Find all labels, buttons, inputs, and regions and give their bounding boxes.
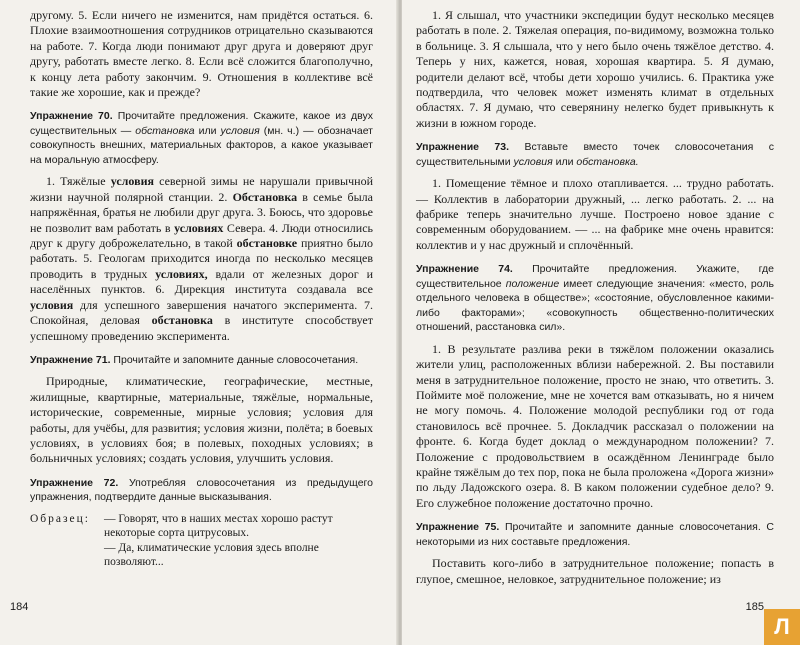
exercise-73-title: Упражнение 73. [416,141,510,154]
left-page [0,0,398,645]
example-line-2: — Да, климатические условия здесь вполне позволяют... [104,541,319,569]
text-run: приятно было работать. 5. Геологам приходится иногда по несколько месяцев проводить в трудных [30,236,374,281]
exercise-72-instruction: Упражнение 72. Употребляя словосочетания из предыдущего упражнения, подтвердите данные высказывания. [30,476,373,504]
keyword: обстановка [151,313,213,328]
exercise-73-text: 1. Помещение тёмное и плохо отапливается. ... трудно работать. — Коллектив в лаборатории дружный, ... легко работать. 2. ... на фабрике теперь значительно лучше. Построено новое здание с современным оборудованием. — ... на фабрике мне очень нравится: коллектив и у нас дружный и сплочённый. [416,176,774,252]
exercise-70-text [30,174,373,343]
keyword: Обстановка [232,189,298,204]
exercise-70-title: Упражнение 70. [30,110,113,123]
example-label: Образец: [30,512,91,525]
keyword: обстановке [236,236,298,251]
text-run: вдали от железных дорог и населённых пунктов. 6. Дирекция института создавала все [30,266,373,297]
right-continuation-paragraph: 1. Я слышал, что участники экспедиции будут несколько месяцев работать в поле. 2. Тяжелая операция, по-видимому, возможна только в больнице. 3. Я слышала, что у него было очень тяжёлое детство. 4. Теперь у них, кажется, новая, хорошая квартира. 5. Я думаю, родители делают всё, чтобы дети хорошо учились. 6. Практика уже подтвердила, что человек может изменять климат в отдельных областях. 7. Я думаю, что северянину нелегко будет привыкнуть к жизни в южном городе. [416,8,774,130]
left-continuation-paragraph: другому. 5. Если ничего не изменится, нам придётся остаться. 6. Плохие взаимоотношения сотрудников отрицательно сказываются на работе. 7. Когда люди понимают друг друга и доверяют друг другу, работать вместе легко. 8. Если всё сложится благополучно, к концу лета работу закончим. 9. Отношения в коллективе всё такие же хорошие, как и прежде? [30,8,373,100]
text-run: 1. Тяжёлые [46,174,111,189]
exercise-74-instruction: Упражнение 74. Прочитайте предложения. Укажите, где существительное положение имеет следующие значения: «место, роль отдельного человека в обществе»; «состояние, обусловленное какими-либо факторами»; «совокупность общественно-политических отношений, расстановка сил». [416,263,774,334]
keyword: условиях, [155,266,208,281]
example-block [30,512,373,570]
text-run: северной зимы не нарушали привычной жизни научной полярной станции. 2. [30,174,373,204]
page-number-left: 184 [10,601,29,613]
exercise-73-instruction: Упражнение 73. Вставьте вместо точек словосочетания с существительными условия или обстановка. [416,141,774,168]
exercise-71-title: Упражнение 71. [30,353,111,366]
right-page [402,0,800,645]
exercise-74-title: Упражнение 74. [416,263,513,276]
keyword: условия [30,297,74,312]
right-page-text [416,8,774,587]
exercise-75-text: Поставить кого-либо в затруднительное положение; попасть в глупое, смешное, неловкое, затруднительное положение; из [416,556,774,586]
left-page-text [30,8,373,570]
example-line-1: — Говорят, что в наших местах хорошо растут некоторые сорта цитрусовых. [104,512,333,540]
exercise-70-instruction: Упражнение 70. Прочитайте предложения. Скажите, какое из двух существительных — обстановка или условия (мн. ч.) — обозначает совокупность внешних, материальных факторов, а какое указывает на моральную атмосферу. [30,110,373,166]
page-number-right: 185 [745,601,764,613]
text-run: в семье была напряжённая, братья не любили друг друга. 3. Боюсь, что здоровье не позволит вам работать в [30,189,373,235]
exercise-75-title: Упражнение 75. [416,521,500,534]
publisher-logo: Л [764,609,800,645]
exercise-71-instruction: Упражнение 71. Прочитайте и запомните данные словосочетания. [30,353,359,366]
text-run: Севера. 4. Люди относились друг к другу доброжелательно, в такой [30,220,373,251]
exercise-71-text: Природные, климатические, географические, местные, жилищные, квартирные, материальные, тяжёлые, нормальные, исторические, современные, мирные условия; условия для работы, для учёбы, для развития; условия жизни, полёта; в боевых условиях, в условиях боя; в полевых, походных условиях; в больничных условиях; создать условия, улучшить условия. [30,374,373,466]
exercise-74-text: 1. В результате разлива реки в тяжёлом положении оказались жители улиц, расположенных вблизи набережной. 2. Вы поставили меня в затруднительное положение, просто не знаю, что ответить. 3. Поймите моё положение, мне не хочется вам отказывать, но я ничем не могу помочь. 4. Положение молодой республики год от года становилось всё прочнее. 5. Докладчик рассказал о положении на фронте. 6. Когда будет доклад о международном положении? 7. Положение с продовольствием в осаждённом Ленинграде было крайне тяжёлым до тех пор, пока не была проложена «Дорога жизни» по льду Ладожского озера. 8. В каком положении судебное дело? 9. Его служебное положение достаточно прочно. [416,341,774,510]
exercise-75-instruction: Упражнение 75. Прочитайте и запомните данные словосочетания. С некоторыми из них составьте предложения. [416,521,774,548]
text-run: для успешного завершения начатого эксперимента. 7. Спокойная, деловая [30,297,373,328]
keyword: условия [110,174,154,189]
exercise-72-title: Упражнение 72. [30,476,119,489]
text-run: в институте способствует успешному проведению эксперимента. [30,313,374,343]
keyword: условиях [174,220,224,235]
